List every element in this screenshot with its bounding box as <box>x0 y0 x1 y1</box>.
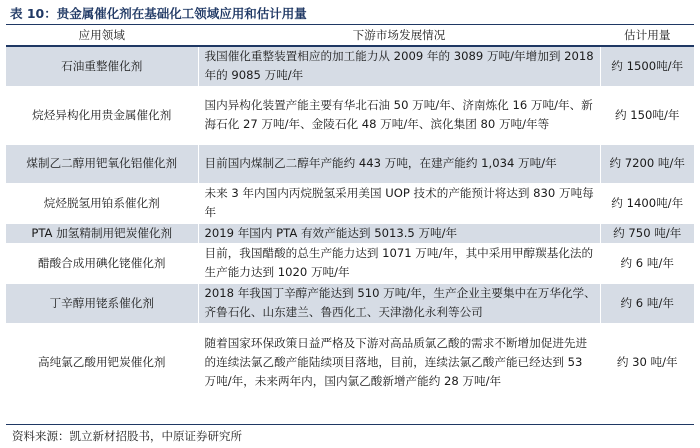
cell-amount: 约 7200 吨/年 <box>600 144 694 183</box>
cell-market: 2019 年国内 PTA 有效产能达到 5013.5 万吨/年 <box>198 223 600 243</box>
bottom-divider <box>6 424 694 425</box>
cell-field: 醋酸合成用碘化铑催化剂 <box>6 243 198 283</box>
cell-amount: 约 1400吨/年 <box>600 183 694 223</box>
cell-market: 未来 3 年内国内丙烷脱氢采用美国 UOP 技术的产能预计将达到 830 万吨每年 <box>198 183 600 223</box>
cell-field: 烷烃异构化用贵金属催化剂 <box>6 86 198 144</box>
cell-field: 烷烃脱氢用铂系催化剂 <box>6 183 198 223</box>
cell-field: 煤制乙二醇用钯氧化铝催化剂 <box>6 144 198 183</box>
cell-amount: 约 6 吨/年 <box>600 283 694 323</box>
table-header-row <box>6 26 694 46</box>
cell-amount: 约 1500吨/年 <box>600 46 694 86</box>
table-row <box>6 46 694 86</box>
cell-field: 高纯氯乙酸用钯炭催化剂 <box>6 323 198 401</box>
header-market: 下游市场发展情况 <box>198 26 600 46</box>
header-field: 应用领域 <box>6 26 198 46</box>
cell-market: 2018 年我国丁辛醇产能达到 510 万吨/年，生产企业主要集中在万华化学、齐鲁石化、山东建兰、鲁西化工、天津渤化永利等公司 <box>198 283 600 323</box>
cell-market: 我国催化重整装置相应的加工能力从 2009 年的 3089 万吨/年增加到 2018 年的 9085 万吨/年 <box>198 46 600 86</box>
title-divider <box>6 24 694 25</box>
header-amount: 估计用量 <box>600 26 694 46</box>
source-note: 资料来源：凯立新材招股书，中原证券研究所 <box>12 429 242 443</box>
cell-field: 石油重整催化剂 <box>6 46 198 86</box>
cell-field: 丁辛醇用铑系催化剂 <box>6 283 198 323</box>
table-row <box>6 183 694 223</box>
cell-market: 目前国内煤制乙二醇年产能约 443 万吨，在建产能约 1,034 万吨/年 <box>198 144 600 183</box>
cell-amount: 约 750 吨/年 <box>600 223 694 243</box>
cell-market: 国内异构化装置产能主要有华北石油 50 万吨/年、济南炼化 16 万吨/年、新海石化 27 万吨/年、金陵石化 48 万吨/年、滨化集团 80 万吨/年等 <box>198 86 600 144</box>
cell-market: 随着国家环保政策日益严格及下游对高品质氯乙酸的需求不断增加促进先进的连续法氯乙酸产能陆续项目落地，目前，连续法氯乙酸产能已经达到 53 万吨/年，未来两年内，国内氯乙酸新增产能约 28 万吨/年 <box>198 323 600 401</box>
table-row <box>6 144 694 183</box>
table-row <box>6 86 694 144</box>
data-table <box>6 26 694 402</box>
cell-field: PTA 加氢精制用钯炭催化剂 <box>6 223 198 243</box>
table-row <box>6 283 694 323</box>
table-row <box>6 323 694 401</box>
cell-amount: 约 6 吨/年 <box>600 243 694 283</box>
table-row <box>6 223 694 243</box>
table-title: 表 10：贵金属催化剂在基础化工领域应用和估计用量 <box>10 6 307 21</box>
cell-market: 目前，我国醋酸的总生产能力达到 1071 万吨/年，其中采用甲醇羰基化法的生产能力达到 1020 万吨/年 <box>198 243 600 283</box>
table-row <box>6 243 694 283</box>
cell-amount: 约 150吨/年 <box>600 86 694 144</box>
cell-amount: 约 30 吨/年 <box>600 323 694 401</box>
